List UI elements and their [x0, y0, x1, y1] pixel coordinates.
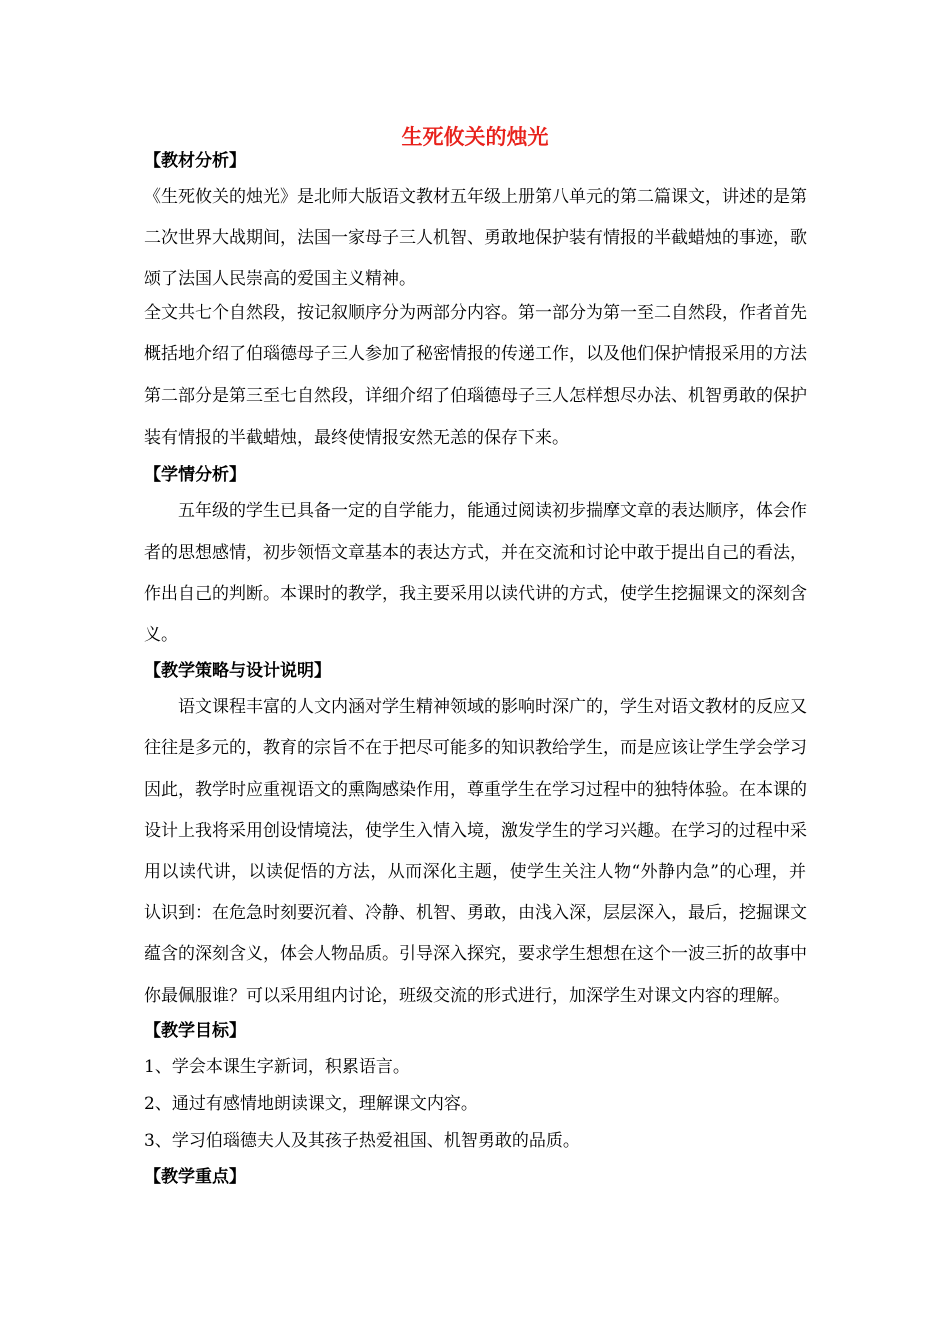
paragraph-line: 你最佩服谁？可以采用组内讨论，班级交流的形式进行，加深学生对课文内容的理解。: [144, 986, 790, 1006]
paragraph-line: 语文课程丰富的人文内涵对学生精神领域的影响时深广的，学生对语文教材的反应又: [178, 697, 807, 717]
section-heading-teaching-objectives: 【教学目标】: [144, 1021, 246, 1041]
paragraph-line: 往往是多元的，教育的宗旨不在于把尽可能多的知识教给学生，而是应该让学生学会学习: [144, 738, 807, 758]
paragraph-line: 设计上我将采用创设情境法，使学生入情入境，激发学生的学习兴趣。在学习的过程中采: [144, 821, 807, 841]
paragraph-line: 作出自己的判断。本课时的教学，我主要采用以读代讲的方式，使学生挖掘课文的深刻含: [144, 584, 807, 604]
section-heading-learner-analysis: 【学情分析】: [144, 465, 246, 485]
objective-item: 3、学习伯瑙德夫人及其孩子热爱祖国、机智勇敢的品质。: [144, 1131, 580, 1151]
paragraph-line: 颂了法国人民崇高的爱国主义精神。: [144, 269, 416, 289]
section-heading-teaching-focus: 【教学重点】: [144, 1167, 246, 1187]
paragraph-line: 者的思想感情，初步领悟文章基本的表达方式，并在交流和讨论中敢于提出自己的看法，: [144, 543, 807, 563]
paragraph-line: 认识到：在危急时刻要沉着、冷静、机智、勇敢，由浅入深，层层深入，最后，挖掘课文: [144, 903, 807, 923]
section-heading-teaching-strategy: 【教学策略与设计说明】: [144, 661, 331, 681]
objective-item: 1、学会本课生字新词，积累语言。: [144, 1057, 410, 1077]
objective-item: 2、通过有感情地朗读课文，理解课文内容。: [144, 1094, 478, 1114]
paragraph-line: 二次世界大战期间，法国一家母子三人机智、勇敢地保护装有情报的半截蜡烛的事迹，歌: [144, 228, 807, 248]
paragraph-line: 用以读代讲，以读促悟的方法，从而深化主题，使学生关注人物“外静内急”的心理，并: [144, 862, 806, 882]
paragraph-line: 第二部分是第三至七自然段，详细介绍了伯瑙德母子三人怎样想尽办法、机智勇敢的保护: [144, 386, 807, 406]
paragraph-line: 义。: [144, 625, 178, 645]
paragraph-line: 全文共七个自然段，按记叙顺序分为两部分内容。第一部分为第一至二自然段，作者首先: [144, 303, 807, 323]
paragraph-line: 概括地介绍了伯瑙德母子三人参加了秘密情报的传递工作，以及他们保护情报采用的方法: [144, 344, 807, 364]
paragraph-line: 因此，教学时应重视语文的熏陶感染作用，尊重学生在学习过程中的独特体验。在本课的: [144, 780, 807, 800]
paragraph-line: 装有情报的半截蜡烛，最终使情报安然无恙的保存下来。: [144, 428, 569, 448]
document-title: 生死攸关的烛光: [401, 125, 549, 149]
paragraph-line: 五年级的学生已具备一定的自学能力，能通过阅读初步揣摩文章的表达顺序，体会作: [178, 501, 807, 521]
section-heading-textbook-analysis: 【教材分析】: [144, 151, 246, 171]
paragraph-line: 蕴含的深刻含义，体会人物品质。引导深入探究，要求学生想想在这个一波三折的故事中: [144, 944, 807, 964]
paragraph-line: 《生死攸关的烛光》是北师大版语文教材五年级上册第八单元的第二篇课文，讲述的是第: [144, 187, 807, 207]
